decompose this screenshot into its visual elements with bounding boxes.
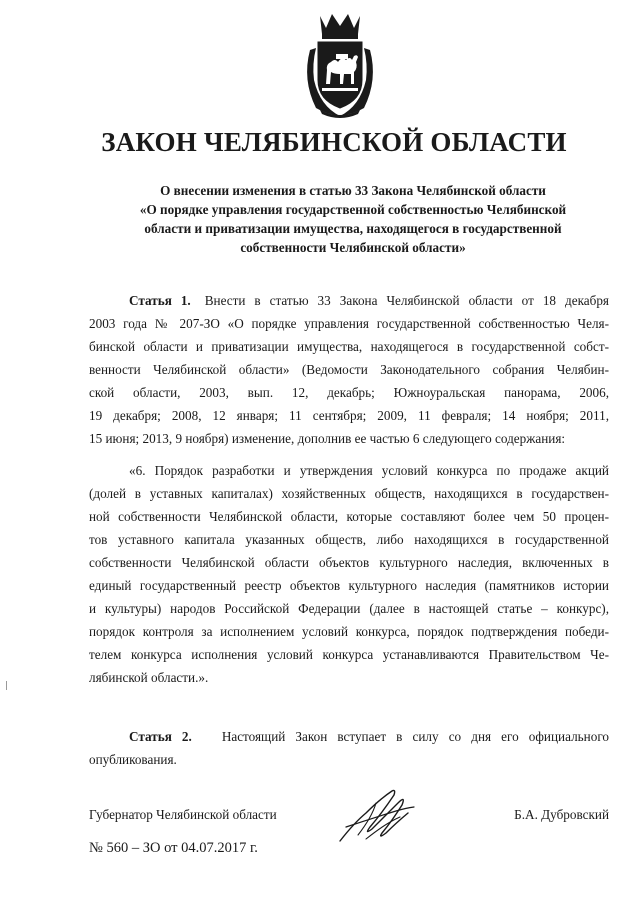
article-2-label: Статья 2. — [129, 729, 192, 744]
amendment-line: «6. Порядок разработки и утверждения условий конкурса по продаже акций — [129, 463, 609, 478]
article-1-line: 19 декабря; 2008, 12 января; 11 сентября; 2009, 11 февраля; 14 ноября; 2011, — [89, 408, 609, 423]
subtitle-line: области и приватизации имущества, находящегося в государственной — [144, 221, 562, 236]
signer-name: Б.А. Дубровский — [514, 807, 609, 822]
amendment-line: порядок контроля за исполнением условий конкурса, порядок подтверждения победи- — [89, 624, 609, 639]
handwritten-signature — [336, 783, 418, 847]
law-subtitle — [118, 181, 588, 257]
article-2-first-line — [89, 725, 609, 748]
article-2 — [89, 725, 609, 771]
amendment-line: тов уставного капитала указанных обществ, либо находящихся в государственной — [89, 532, 609, 547]
amendment-line: (долей в уставных капиталах) хозяйственных обществ, находящихся в государствен- — [89, 486, 609, 501]
law-number-date: № 560 – ЗО от 04.07.2017 г. — [89, 840, 258, 856]
amendment-line: собственности Челябинской области объектов культурного наследия, включенных в — [89, 555, 609, 570]
article-1-line: 2003 года № 207-ЗО «О порядке управления государственной собственностью Челя- — [89, 316, 609, 331]
amendment-line: единый государственный реестр объектов культурного наследия (памятников истории — [89, 578, 609, 593]
article-1-line: ской области, 2003, вып. 12, декабрь; Южноуральская панорама, 2006, — [89, 385, 609, 400]
article-1-line: венности Челябинской области» (Ведомости Законодательного собрания Челябин- — [89, 362, 609, 377]
signer-position: Губернатор Челябинской области — [89, 807, 277, 822]
article-1-line: бинской области и приватизации имущества, находящегося в государственной собст- — [89, 339, 609, 354]
article-1-label: Статья 1. — [129, 293, 191, 308]
amendment-text — [89, 459, 609, 689]
article-1-line: 15 июня; 2013, 9 ноября) изменение, дополнив ее частью 6 следующего содержания: — [89, 431, 566, 446]
article-1-first-line — [89, 289, 609, 312]
article-2-text-start: Настоящий Закон вступает в силу со дня его официального — [221, 729, 609, 744]
article-2-line: опубликования. — [89, 752, 177, 767]
subtitle-line: собственности Челябинской области» — [240, 240, 466, 255]
amendment-line: телем конкурса исполнения условий конкурса устанавливаются Правительством Че- — [89, 647, 609, 662]
amendment-line: ной собственности Челябинской области, которые составляют более чем 50 процен- — [89, 509, 609, 524]
page-title: ЗАКОН ЧЕЛЯБИНСКОЙ ОБЛАСТИ — [101, 127, 567, 157]
coat-of-arms-icon — [296, 10, 384, 120]
article-1-text-start: Внести в статью 33 Закона Челябинской области от 18 декабря — [204, 293, 610, 308]
amendment-line: лябинской области.». — [89, 670, 209, 685]
subtitle-line: О внесении изменения в статью 33 Закона Челябинской области — [160, 183, 546, 198]
subtitle-line: «О порядке управления государственной собственностью Челябинской — [139, 202, 567, 217]
article-1 — [89, 289, 609, 450]
margin-mark — [6, 681, 7, 690]
amendment-line: и культуры) народов Российской Федерации (далее в настоящей статье – конкурс), — [89, 601, 609, 616]
